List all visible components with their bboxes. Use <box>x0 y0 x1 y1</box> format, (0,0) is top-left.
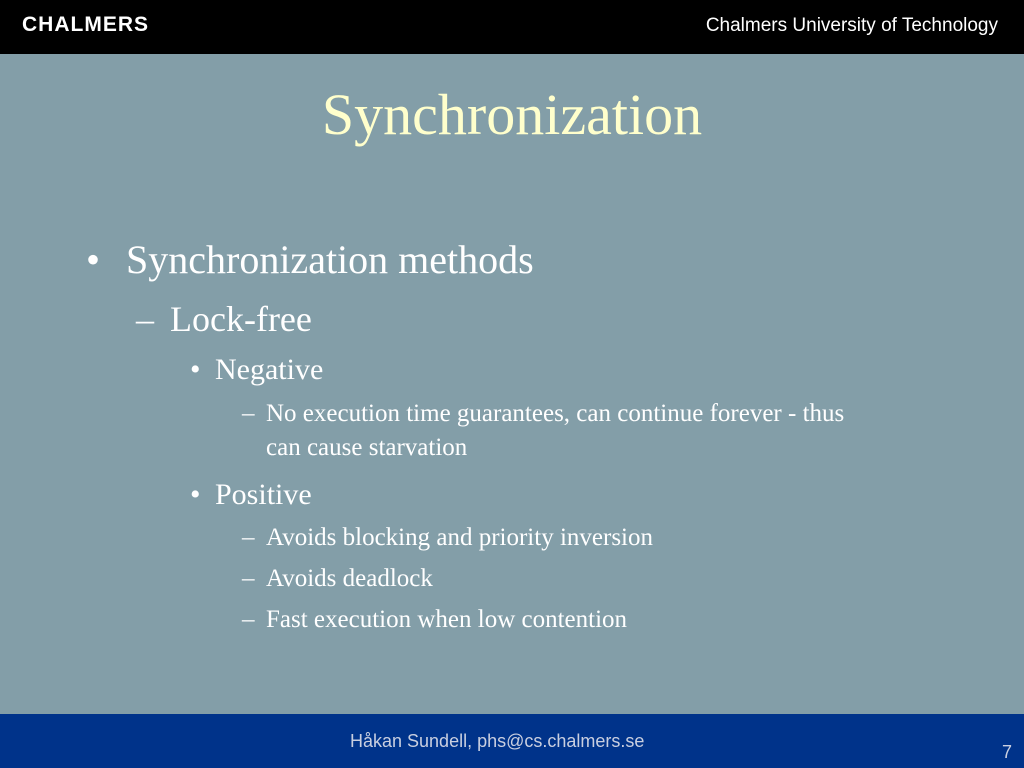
institution-name: Chalmers University of Technology <box>705 15 998 36</box>
negative-item-line-1: No execution time guarantees, can continue forever - thus <box>266 400 845 427</box>
bullet-marker: • <box>190 353 201 386</box>
footer-author: Håkan Sundell, phs@cs.chalmers.se <box>350 731 645 751</box>
bullet-marker: • <box>86 237 101 282</box>
bullet-positive: Positive <box>215 478 312 511</box>
slide-title: Synchronization <box>321 82 703 147</box>
dash-marker: – <box>136 299 154 339</box>
subbullet-lock-free: Lock-free <box>170 299 312 339</box>
dash-marker: – <box>242 565 255 592</box>
dash-marker: – <box>242 524 255 551</box>
positive-item: Fast execution when low contention <box>266 606 628 633</box>
bullet-marker: • <box>190 478 201 511</box>
dash-marker: – <box>242 606 255 633</box>
negative-item-line-2: can cause starvation <box>266 434 468 461</box>
header-bar <box>0 0 1024 54</box>
page-number: 7 <box>1001 742 1012 762</box>
positive-item: Avoids deadlock <box>266 565 433 592</box>
positive-item: Avoids blocking and priority inversion <box>266 524 653 551</box>
bullet-negative: Negative <box>215 353 324 386</box>
bullet-synchronization-methods: Synchronization methods <box>126 237 534 282</box>
chalmers-logo: CHALMERS <box>22 13 149 36</box>
dash-marker: – <box>242 400 255 427</box>
